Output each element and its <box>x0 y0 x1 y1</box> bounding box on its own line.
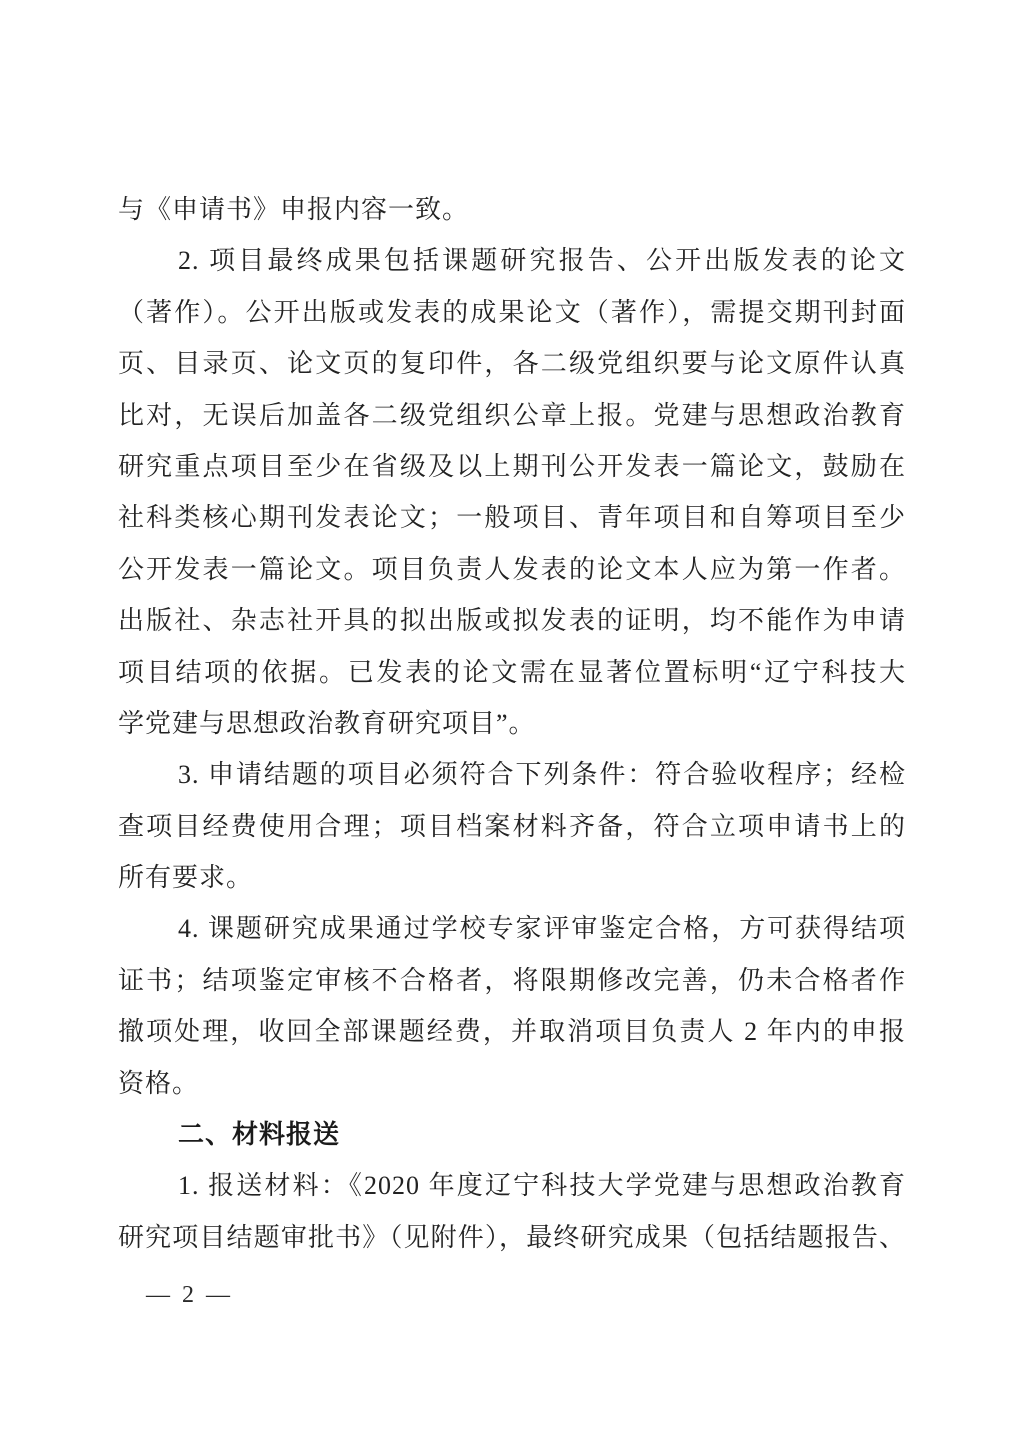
text-line: 所有要求。 <box>118 863 254 893</box>
text-line: 项目结项的依据。已发表的论文需在显著位置标明“辽宁科技大 <box>118 657 906 687</box>
text-line: 3. 申请结题的项目必须符合下列条件：符合验收程序；经检 <box>178 760 906 790</box>
page-number: — 2 — <box>146 1282 233 1308</box>
text-line: 资格。 <box>118 1068 200 1098</box>
text-line: 2. 项目最终成果包括课题研究报告、公开出版发表的论文 <box>178 246 906 276</box>
text-line: （著作）。公开出版或发表的成果论文（著作），需提交期刊封面 <box>118 297 906 327</box>
text-line: 4. 课题研究成果通过学校专家评审鉴定合格，方可获得结项 <box>178 914 906 944</box>
text-line: 与《申请书》申报内容一致。 <box>118 195 470 224</box>
text-line: 学党建与思想政治教育研究项目”。 <box>118 708 536 738</box>
text-line: 比对，无误后加盖各二级党组织公章上报。党建与思想政治教育 <box>118 400 906 430</box>
text-line: 研究项目结题审批书》（见附件），最终研究成果（包括结题报告、 <box>118 1222 906 1252</box>
text-block <box>118 184 906 1263</box>
text-line: 研究重点项目至少在省级及以上期刊公开发表一篇论文，鼓励在 <box>118 451 906 481</box>
text-line: 证书；结项鉴定审核不合格者，将限期修改完善，仍未合格者作 <box>118 965 906 995</box>
text-line: 公开发表一篇论文。项目负责人发表的论文本人应为第一作者。 <box>118 554 906 584</box>
section-heading: 二、材料报送 <box>178 1119 341 1150</box>
text-line: 社科类核心期刊发表论文；一般项目、青年项目和自筹项目至少 <box>118 503 906 533</box>
text-line: 页、目录页、论文页的复印件，各二级党组织要与论文原件认真 <box>118 349 906 379</box>
text-line: 出版社、杂志社开具的拟出版或拟发表的证明，均不能作为申请 <box>118 606 906 636</box>
text-line: 1. 报送材料：《2020 年度辽宁科技大学党建与思想政治教育 <box>178 1171 906 1201</box>
text-line: 撤项处理，收回全部课题经费，并取消项目负责人 2 年内的申报 <box>118 1017 906 1047</box>
text-line: 查项目经费使用合理；项目档案材料齐备，符合立项申请书上的 <box>118 811 906 841</box>
